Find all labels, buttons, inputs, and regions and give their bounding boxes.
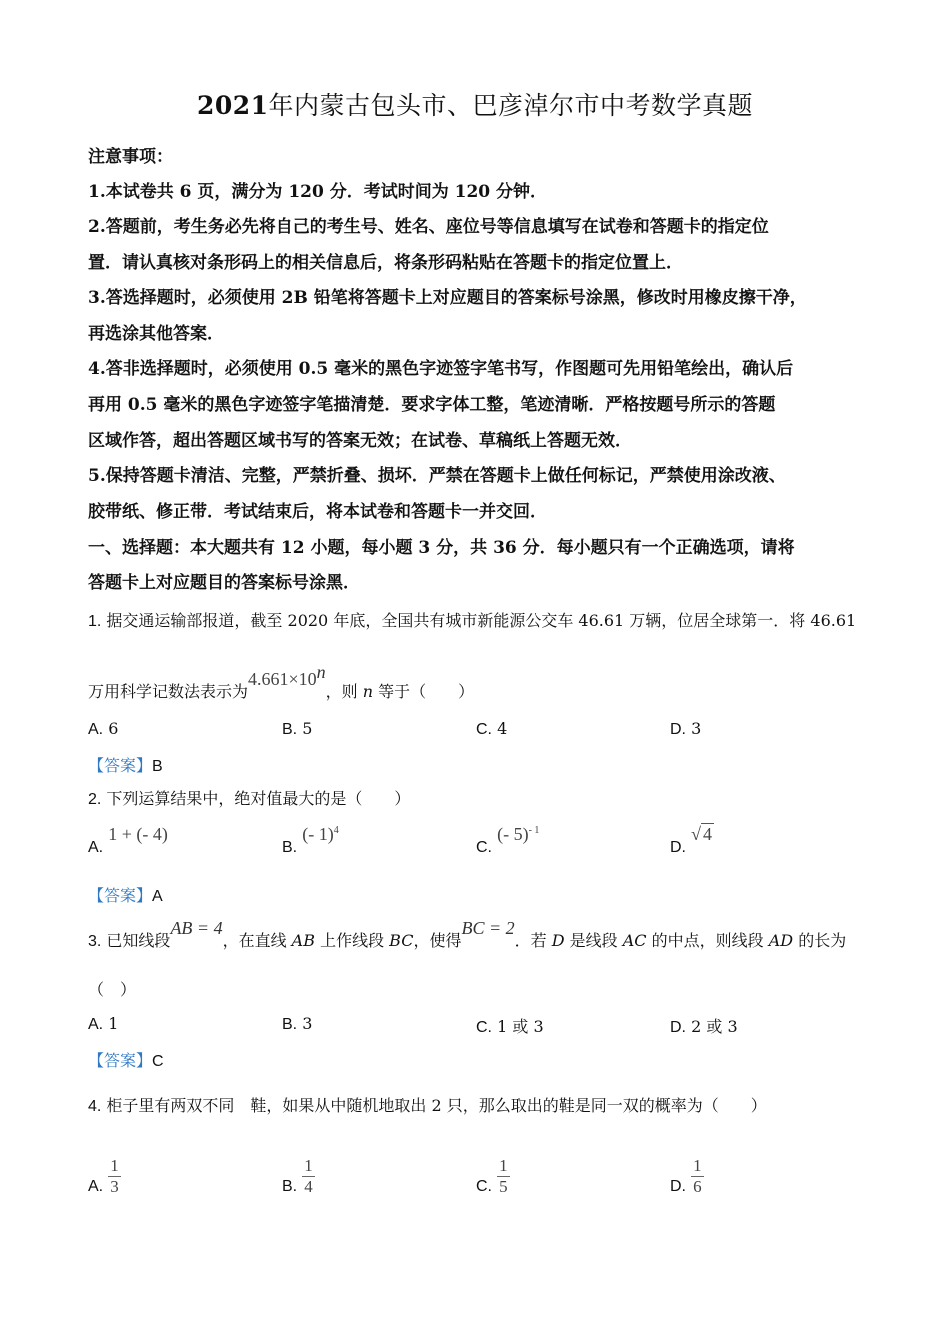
option-a[interactable] bbox=[88, 719, 118, 739]
expression-exponent: - 1 bbox=[528, 825, 540, 836]
expression-base: (- 1) bbox=[302, 824, 334, 844]
formula-ab: AB = 4 bbox=[170, 918, 223, 938]
notice-line: 再用 0.5 毫米的黑色字迹签字笔描清楚．要求字体工整，笔迹清晰．严格按题号所示的答题 bbox=[88, 395, 776, 415]
question-number: 2. bbox=[88, 791, 102, 808]
notice-line: 置．请认真核对条形码上的相关信息后，将条形码粘贴在答题卡的指定位置上． bbox=[88, 253, 683, 273]
title-text: 年内蒙古包头市、巴彦淖尔市中考数学真题 bbox=[268, 91, 754, 120]
question-text: 是线段 bbox=[564, 931, 623, 950]
question-3-line2: （ ） bbox=[88, 980, 137, 999]
answer-tag: 【答案】 bbox=[88, 886, 153, 905]
option-label: D. bbox=[670, 1178, 686, 1195]
var-bc: BC bbox=[389, 931, 414, 950]
fraction-numerator: 1 bbox=[693, 1156, 702, 1175]
notice-line: 3.答选择题时，必须使用 2B 铅笔将答题卡上对应题目的答案标号涂黑，修改时用橡皮擦干净， bbox=[88, 288, 807, 308]
answer-q1 bbox=[88, 753, 163, 776]
option-b[interactable] bbox=[282, 1156, 315, 1207]
question-number: 1. bbox=[88, 613, 102, 630]
title-year: 2021 bbox=[196, 91, 269, 120]
question-1-line2 bbox=[88, 662, 878, 703]
fraction bbox=[302, 1156, 315, 1197]
answer-value: C bbox=[152, 1053, 164, 1070]
question-3 bbox=[88, 918, 878, 953]
option-label: D. bbox=[670, 839, 686, 856]
option-text: 3 bbox=[302, 1014, 313, 1033]
option-label: B. bbox=[282, 1178, 298, 1195]
question-number: 3. bbox=[88, 933, 102, 950]
fraction-denominator: 5 bbox=[499, 1177, 508, 1196]
option-b[interactable] bbox=[282, 824, 339, 857]
option-label: D. bbox=[670, 1019, 686, 1036]
answer-tag: 【答案】 bbox=[88, 756, 153, 775]
option-d[interactable] bbox=[670, 1156, 704, 1207]
options-q2 bbox=[88, 824, 878, 860]
question-1 bbox=[88, 610, 878, 633]
option-label: C. bbox=[476, 721, 492, 738]
fraction-numerator: 1 bbox=[499, 1156, 508, 1175]
option-text: 2 或 3 bbox=[691, 1017, 738, 1036]
var-ab: AB bbox=[291, 931, 315, 950]
expression-exponent: 4 bbox=[333, 825, 339, 836]
formula-scientific bbox=[248, 662, 326, 689]
option-text: 6 bbox=[108, 719, 119, 738]
options-q3 bbox=[88, 1014, 878, 1038]
option-label: A. bbox=[88, 1178, 104, 1195]
option-label: C. bbox=[476, 839, 492, 856]
option-c[interactable] bbox=[476, 1156, 510, 1207]
notice-line: 再选涂其他答案． bbox=[88, 324, 224, 344]
options-q4 bbox=[88, 1156, 878, 1196]
question-text: ，在直线 bbox=[222, 931, 292, 950]
question-text: 上作线段 bbox=[314, 931, 390, 950]
option-label: B. bbox=[282, 1016, 298, 1033]
option-label: A. bbox=[88, 839, 104, 856]
option-b[interactable] bbox=[282, 1014, 312, 1034]
option-d[interactable] bbox=[670, 1014, 738, 1037]
section-heading: 答题卡上对应题目的答案标号涂黑． bbox=[88, 573, 360, 593]
question-text: 万用科学记数法表示为 bbox=[88, 682, 249, 701]
option-label: A. bbox=[88, 721, 104, 738]
option-label: C. bbox=[476, 1178, 492, 1195]
answer-value: A bbox=[152, 888, 163, 905]
notice-line: 1.本试卷共 6 页，满分为 120 分．考试时间为 120 分钟． bbox=[88, 182, 548, 202]
fraction-numerator: 1 bbox=[304, 1156, 313, 1175]
variable-n: n bbox=[362, 682, 374, 701]
var-ad: AD bbox=[768, 931, 794, 950]
notice-line: 5.保持答题卡清洁、完整，严禁折叠、损坏．严禁在答题卡上做任何标记，严禁使用涂改液、 bbox=[88, 466, 786, 486]
option-text: 1 bbox=[108, 1014, 119, 1033]
option-a[interactable] bbox=[88, 1014, 118, 1034]
expression-base: (- 5) bbox=[497, 824, 529, 844]
option-b[interactable] bbox=[282, 719, 312, 739]
options-q1 bbox=[88, 719, 878, 743]
question-text: 等于（ ） bbox=[373, 682, 475, 701]
question-text: ．若 bbox=[514, 931, 552, 950]
fraction bbox=[497, 1156, 510, 1197]
question-text: 已知线段 bbox=[101, 931, 171, 950]
option-text: 4 bbox=[497, 719, 508, 738]
option-c[interactable] bbox=[476, 719, 507, 739]
option-text: 5 bbox=[302, 719, 313, 738]
fraction-denominator: 6 bbox=[693, 1177, 702, 1196]
notice-line: 胶带纸、修正带．考试结束后，将本试卷和答题卡一并交回． bbox=[88, 502, 547, 522]
option-label: B. bbox=[282, 839, 298, 856]
answer-value: B bbox=[152, 758, 163, 775]
option-c[interactable] bbox=[476, 1014, 544, 1037]
notice-line: 2.答题前，考生务必先将自己的考生号、姓名、座位号等信息填写在试卷和答题卡的指定位 bbox=[88, 217, 769, 237]
answer-q3 bbox=[88, 1048, 164, 1071]
option-a[interactable] bbox=[88, 824, 168, 857]
section-heading: 一、选择题：本大题共有 12 小题，每小题 3 分，共 36 分．每小题只有一个正确选项，请将 bbox=[88, 538, 795, 558]
question-text: 的长为 bbox=[793, 931, 847, 950]
option-d[interactable] bbox=[670, 719, 701, 739]
fraction-denominator: 4 bbox=[304, 1177, 313, 1196]
formula-bc: BC = 2 bbox=[461, 918, 515, 938]
option-expression bbox=[497, 824, 539, 844]
notice-line: 4.答非选择题时，必须使用 0.5 毫米的黑色字迹签字笔书写，作图题可先用铅笔绘出，确认后 bbox=[88, 359, 794, 379]
question-number: 4. bbox=[88, 1098, 102, 1115]
question-text: 柜子里有两双不同 鞋，如果从中随机地取出 2 只，那么取出的鞋是同一双的概率为（ ） bbox=[101, 1096, 767, 1115]
option-expression: 1 + (- 4) bbox=[108, 824, 168, 844]
notice-heading: 注意事项： bbox=[88, 147, 173, 167]
var-ac: AC bbox=[622, 931, 647, 950]
var-d: D bbox=[551, 931, 565, 950]
fraction-numerator: 1 bbox=[110, 1156, 119, 1175]
question-text: ，则 bbox=[325, 682, 363, 701]
option-label: A. bbox=[88, 1016, 104, 1033]
option-a[interactable] bbox=[88, 1156, 121, 1207]
question-2 bbox=[88, 788, 878, 811]
option-d[interactable] bbox=[670, 824, 714, 857]
fraction-denominator: 3 bbox=[110, 1177, 119, 1196]
fraction bbox=[108, 1156, 121, 1197]
option-text: 1 或 3 bbox=[497, 1017, 544, 1036]
option-label: B. bbox=[282, 721, 298, 738]
formula-base: 4.661×10 bbox=[248, 669, 317, 689]
formula-exponent: n bbox=[316, 662, 326, 682]
sqrt-sign: √ bbox=[691, 824, 701, 844]
page-title bbox=[0, 86, 950, 122]
sqrt-expression bbox=[691, 824, 714, 844]
question-text: 据交通运输部报道，截至 2020 年底，全国共有城市新能源公交车 46.61 万辆，位居全球第一．将 46.61 bbox=[101, 611, 857, 630]
option-label: D. bbox=[670, 721, 686, 738]
question-text: 下列运算结果中，绝对值最大的是（ ） bbox=[101, 789, 411, 808]
option-text: 3 bbox=[691, 719, 702, 738]
option-c[interactable] bbox=[476, 824, 540, 857]
question-4 bbox=[88, 1095, 878, 1118]
option-expression bbox=[302, 824, 338, 844]
question-text: 的中点，则线段 bbox=[646, 931, 769, 950]
question-text: ，使得 bbox=[413, 931, 462, 950]
answer-q2 bbox=[88, 883, 163, 906]
notice-line: 区域作答，超出答题区域书写的答案无效；在试卷、草稿纸上答题无效． bbox=[88, 431, 632, 451]
fraction bbox=[691, 1156, 704, 1197]
sqrt-radicand: 4 bbox=[702, 824, 712, 844]
answer-tag: 【答案】 bbox=[88, 1051, 153, 1070]
option-label: C. bbox=[476, 1019, 492, 1036]
